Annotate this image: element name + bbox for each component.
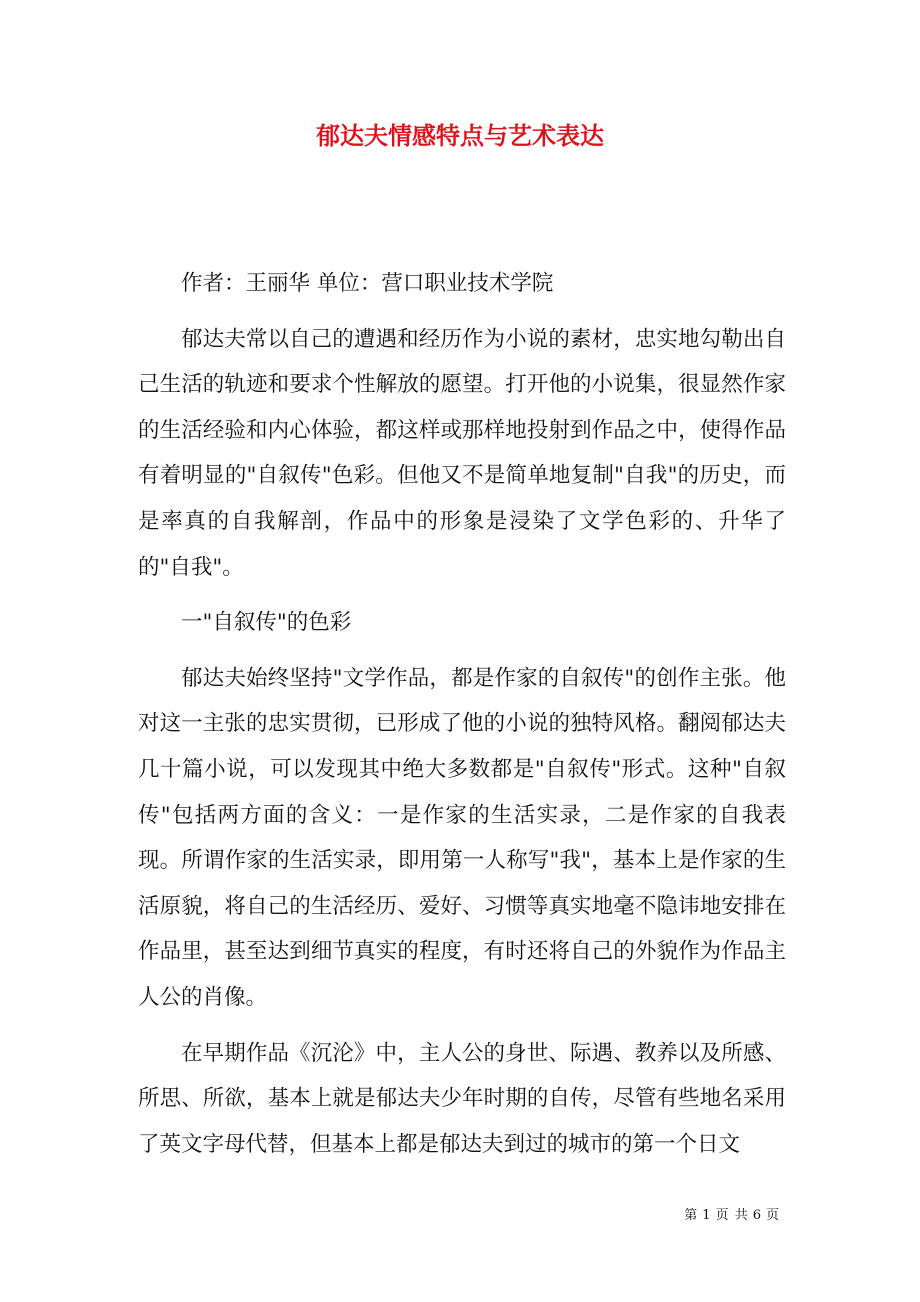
paragraph-3: 在早期作品《沉沦》中，主人公的身世、际遇、教养以及所感、所思、所欲，基本上就是郁达夫少年时期的自传，尽管有些地名采用了英文字母代替，但基本上都是郁达夫到过的城市的第一个日文 bbox=[138, 1040, 786, 1157]
paragraph-2: 郁达夫始终坚持"文学作品，都是作家的自叙传"的创作主张。他对这一主张的忠实贯彻，已形成了他的小说的独特风格。翻阅郁达夫几十篇小说，可以发现其中绝大多数都是"自叙传"形式。这种"自叙传"包括两方面的含义：一是作家的生活实录，二是作家的自我表现。所谓作家的生活实录，即用第一人称写"我"，基本上是作家的生活原貌，将自己的生活经历、爱好、习惯等真实地毫不隐讳地安排在作品里，甚至达到细节真实的程度，有时还将自己的外貌作为作品主人公的肖像。 bbox=[138, 665, 786, 1010]
footer-suffix: 页 bbox=[765, 1208, 780, 1223]
footer-middle: 页 共 bbox=[715, 1208, 749, 1223]
paragraph-1: 郁达夫常以自己的遭遇和经历作为小说的素材，忠实地勾勒出自己生活的轨迹和要求个性解放的愿望。打开他的小说集，很显然作家的生活经验和内心体验，都这样或那样地投射到作品之中，使得作品有着明显的"自叙传"色彩。但他又不是简单地复制"自我"的历史，而是率真的自我解剖，作品中的形象是浸染了文学色彩的、升华了的"自我"。 bbox=[138, 326, 786, 580]
footer-prefix: 第 bbox=[684, 1208, 699, 1223]
footer-total-pages: 6 bbox=[752, 1208, 762, 1223]
byline: 作者：王丽华 单位：营口职业技术学院 bbox=[181, 271, 554, 296]
page-footer bbox=[682, 1206, 782, 1226]
document-body bbox=[138, 261, 786, 1167]
footer-page-number: 1 bbox=[702, 1208, 712, 1223]
document-title: 郁达夫情感特点与艺术表达 bbox=[316, 121, 604, 150]
section-heading: 一"自叙传"的色彩 bbox=[181, 610, 352, 636]
